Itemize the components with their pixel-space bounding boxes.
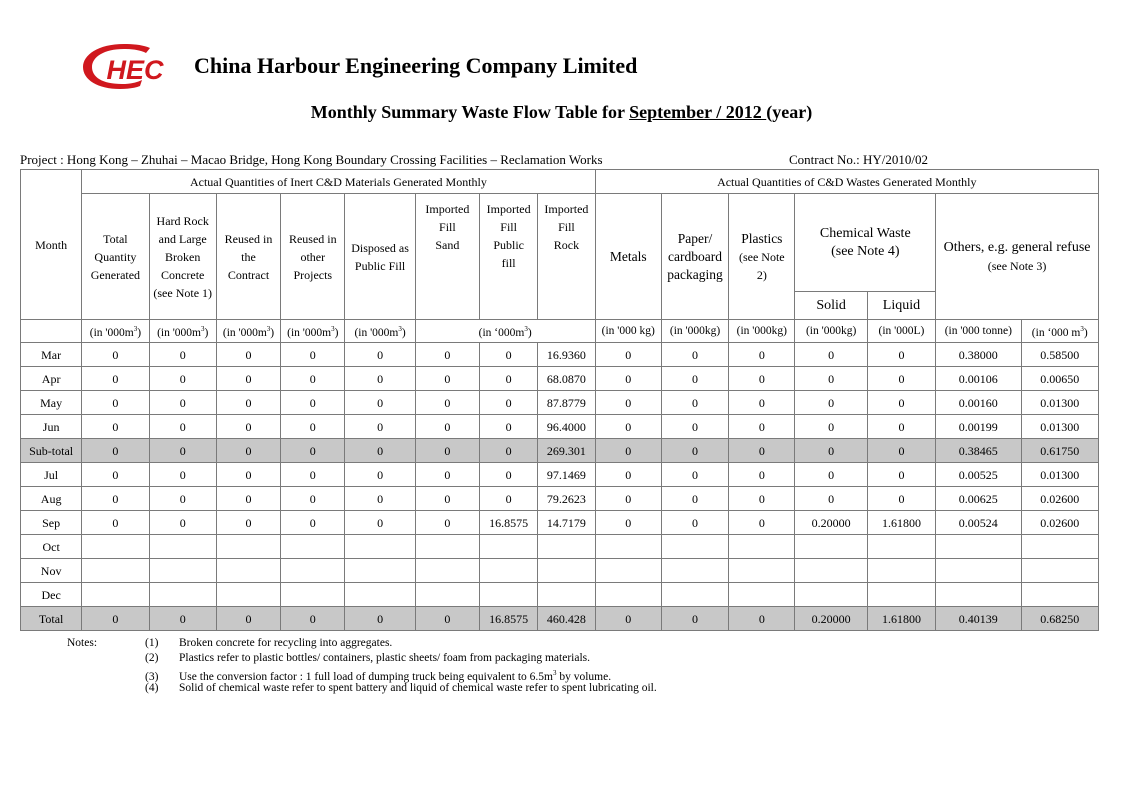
value-cell: 0.38465 — [936, 439, 1021, 463]
value-cell: 0.20000 — [795, 511, 867, 535]
value-cell: 0 — [795, 463, 867, 487]
value-cell — [795, 559, 867, 583]
value-cell — [480, 559, 538, 583]
month-cell: Jun — [21, 415, 82, 439]
value-cell: 0 — [82, 391, 149, 415]
table-row — [21, 343, 1099, 367]
table-row — [21, 583, 1099, 607]
col-metals: Metals — [595, 194, 661, 320]
month-cell: Nov — [21, 559, 82, 583]
value-cell: 0.40139 — [936, 607, 1021, 631]
value-cell: 0 — [82, 415, 149, 439]
table-row — [21, 463, 1099, 487]
value-cell: 0.00525 — [936, 463, 1021, 487]
value-cell: 0 — [281, 487, 345, 511]
value-cell — [1021, 559, 1099, 583]
notes-label: Notes: — [67, 637, 98, 649]
value-cell: 0 — [595, 343, 661, 367]
col-reused-contract: Reused in the Contract — [216, 194, 280, 320]
value-cell: 1.61800 — [867, 511, 935, 535]
value-cell — [729, 583, 795, 607]
value-cell: 0.38000 — [936, 343, 1021, 367]
unit-cell: (in ‘000 $m^3$) — [1021, 320, 1099, 343]
value-cell: 0 — [795, 415, 867, 439]
value-cell: 0 — [82, 487, 149, 511]
table-row — [21, 439, 1099, 463]
value-cell: 0 — [345, 607, 415, 631]
value-cell: 0 — [345, 367, 415, 391]
note-item: (4) Solid of chemical waste refer to spent battery and liquid of chemical waste refer to spent lubricating oil. — [145, 682, 657, 694]
month-cell: Sub-total — [21, 439, 82, 463]
value-cell: 0 — [216, 439, 280, 463]
waste-flow-table — [20, 169, 1099, 631]
value-cell — [661, 535, 728, 559]
value-cell: 0 — [661, 343, 728, 367]
value-cell: 0 — [82, 607, 149, 631]
value-cell — [345, 559, 415, 583]
value-cell: 0 — [415, 343, 479, 367]
value-cell: 0 — [149, 511, 216, 535]
value-cell: 68.0870 — [538, 367, 595, 391]
col-chemical-waste: Chemical Waste (see Note 4) — [795, 194, 936, 292]
value-cell: 0 — [661, 607, 728, 631]
col-imported-public-fill: Imported Fill Public fill — [480, 194, 538, 320]
col-chem-liquid: Liquid — [867, 292, 935, 320]
value-cell — [216, 559, 280, 583]
col-reused-other: Reused in other Projects — [281, 194, 345, 320]
col-others: Others, e.g. general refuse (see Note 3) — [936, 194, 1099, 320]
value-cell: 0.02600 — [1021, 511, 1099, 535]
value-cell: 0 — [729, 439, 795, 463]
value-cell: 14.7179 — [538, 511, 595, 535]
value-cell — [538, 583, 595, 607]
value-cell: 0.02600 — [1021, 487, 1099, 511]
value-cell: 0 — [345, 463, 415, 487]
value-cell: 0 — [345, 391, 415, 415]
value-cell — [795, 535, 867, 559]
value-cell: 0 — [729, 391, 795, 415]
value-cell: 0 — [867, 415, 935, 439]
col-chem-solid: Solid — [795, 292, 867, 320]
value-cell: 0.01300 — [1021, 463, 1099, 487]
value-cell: 0 — [82, 511, 149, 535]
value-cell: 0 — [661, 511, 728, 535]
value-cell: 0 — [216, 463, 280, 487]
value-cell — [867, 559, 935, 583]
col-imported-rock: Imported Fill Rock — [538, 194, 595, 320]
value-cell: 0 — [149, 415, 216, 439]
value-cell: 0 — [867, 439, 935, 463]
value-cell — [82, 535, 149, 559]
hec-logo — [80, 38, 186, 94]
value-cell: 0.00650 — [1021, 367, 1099, 391]
value-cell: 16.8575 — [480, 511, 538, 535]
value-cell: 460.428 — [538, 607, 595, 631]
value-cell: 0 — [345, 415, 415, 439]
value-cell: 0 — [345, 439, 415, 463]
col-plastics: Plastics (see Note 2) — [729, 194, 795, 320]
value-cell: 0 — [595, 391, 661, 415]
value-cell — [795, 583, 867, 607]
company-name: China Harbour Engineering Company Limited — [194, 53, 638, 78]
col-total-quantity: Total Quantity Generated — [82, 194, 149, 320]
value-cell: 16.9360 — [538, 343, 595, 367]
value-cell — [936, 535, 1021, 559]
month-cell: Mar — [21, 343, 82, 367]
value-cell: 0 — [149, 463, 216, 487]
value-cell: 269.301 — [538, 439, 595, 463]
value-cell: 0 — [82, 367, 149, 391]
value-cell: 0 — [149, 607, 216, 631]
unit-cell: (in '000L) — [867, 320, 935, 343]
value-cell — [480, 583, 538, 607]
value-cell: 0 — [415, 415, 479, 439]
month-cell: Sep — [21, 511, 82, 535]
page-title: Monthly Summary Waste Flow Table for September / 2012 (year) — [310, 102, 813, 122]
value-cell: 0 — [795, 439, 867, 463]
value-cell — [149, 535, 216, 559]
cd-group-header: Actual Quantities of C&D Wastes Generated Monthly — [595, 170, 1098, 194]
value-cell — [661, 583, 728, 607]
unit-cell: (in '000kg) — [661, 320, 728, 343]
value-cell: 0 — [867, 487, 935, 511]
value-cell — [661, 559, 728, 583]
value-cell: 0 — [415, 439, 479, 463]
note-item: (1) Broken concrete for recycling into aggregates. — [145, 637, 393, 649]
value-cell: 0 — [729, 415, 795, 439]
value-cell — [345, 535, 415, 559]
value-cell: 97.1469 — [538, 463, 595, 487]
unit-cell: (in '$000m^3$) — [281, 320, 345, 343]
value-cell — [936, 559, 1021, 583]
value-cell: 0 — [867, 391, 935, 415]
table-row — [21, 559, 1099, 583]
value-cell: 96.4000 — [538, 415, 595, 439]
value-cell: 0 — [867, 367, 935, 391]
unit-cell: (in '000kg) — [729, 320, 795, 343]
value-cell: 0 — [795, 367, 867, 391]
value-cell: 0 — [729, 487, 795, 511]
value-cell: 0 — [661, 463, 728, 487]
note-item: (2) Plastics refer to plastic bottles/ containers, plastic sheets/ foam from packaging materials. — [145, 652, 591, 664]
unit-cell: (in '000 kg) — [595, 320, 661, 343]
value-cell: 0 — [281, 343, 345, 367]
value-cell: 0 — [216, 415, 280, 439]
value-cell: 0 — [729, 463, 795, 487]
month-cell: Oct — [21, 535, 82, 559]
value-cell: 0 — [415, 367, 479, 391]
value-cell — [595, 535, 661, 559]
value-cell: 0 — [149, 439, 216, 463]
value-cell: 0.61750 — [1021, 439, 1099, 463]
value-cell: 0 — [795, 343, 867, 367]
inert-group-header: Actual Quantities of Inert C&D Materials Generated Monthly — [82, 170, 595, 194]
month-cell: Jul — [21, 463, 82, 487]
value-cell: 0 — [729, 343, 795, 367]
value-cell: 0 — [149, 343, 216, 367]
month-header: Month — [21, 170, 82, 320]
value-cell: 0 — [867, 343, 935, 367]
month-cell: May — [21, 391, 82, 415]
unit-cell: (in '000kg) — [795, 320, 867, 343]
value-cell — [480, 535, 538, 559]
month-cell: Dec — [21, 583, 82, 607]
value-cell — [82, 559, 149, 583]
table-row — [21, 367, 1099, 391]
value-cell — [1021, 535, 1099, 559]
value-cell: 0 — [867, 463, 935, 487]
value-cell: 0 — [480, 343, 538, 367]
contract-number: Contract No.: HY/2010/02 — [789, 152, 929, 167]
table-row — [21, 535, 1099, 559]
value-cell — [281, 559, 345, 583]
table-row — [21, 607, 1099, 631]
unit-cell: (in '000 tonne) — [936, 320, 1021, 343]
value-cell: 0.01300 — [1021, 415, 1099, 439]
value-cell: 0 — [595, 415, 661, 439]
value-cell: 0.01300 — [1021, 391, 1099, 415]
month-cell: Total — [21, 607, 82, 631]
value-cell: 0 — [595, 511, 661, 535]
units-row — [21, 320, 1099, 343]
unit-cell: (in '$000m^3$) — [82, 320, 149, 343]
value-cell: 0 — [281, 439, 345, 463]
value-cell: 79.2623 — [538, 487, 595, 511]
col-hard-rock: Hard Rock and Large Broken Concrete (see Note 1) — [149, 194, 216, 320]
value-cell — [281, 535, 345, 559]
value-cell — [415, 535, 479, 559]
value-cell — [149, 583, 216, 607]
value-cell: 0 — [661, 487, 728, 511]
value-cell: 0 — [661, 391, 728, 415]
value-cell: 0 — [415, 487, 479, 511]
letterhead — [80, 38, 637, 94]
value-cell — [216, 583, 280, 607]
value-cell — [595, 559, 661, 583]
value-cell: 0 — [480, 487, 538, 511]
value-cell: 0 — [149, 487, 216, 511]
value-cell: 0 — [795, 487, 867, 511]
value-cell: 0 — [149, 391, 216, 415]
value-cell: 0 — [216, 511, 280, 535]
value-cell: 0 — [415, 607, 479, 631]
value-cell: 0 — [281, 511, 345, 535]
value-cell: 0.20000 — [795, 607, 867, 631]
value-cell: 0 — [480, 391, 538, 415]
value-cell: 0 — [345, 343, 415, 367]
value-cell: 0 — [595, 487, 661, 511]
value-cell: 0 — [281, 463, 345, 487]
value-cell: 0.00524 — [936, 511, 1021, 535]
value-cell — [345, 583, 415, 607]
value-cell — [281, 583, 345, 607]
value-cell: 0 — [480, 367, 538, 391]
project-name: Project : Hong Kong – Zhuhai – Macao Bridge, Hong Kong Boundary Crossing Facilities – Reclamation Works — [20, 152, 603, 167]
value-cell: 0 — [595, 463, 661, 487]
value-cell: 0.00106 — [936, 367, 1021, 391]
value-cell: 0.00199 — [936, 415, 1021, 439]
value-cell: 0 — [216, 343, 280, 367]
value-cell: 0 — [595, 367, 661, 391]
value-cell: 0 — [345, 487, 415, 511]
value-cell: 0 — [82, 343, 149, 367]
unit-cell: (in '$000m^3$) — [149, 320, 216, 343]
value-cell: 0 — [82, 463, 149, 487]
value-cell — [82, 583, 149, 607]
value-cell: 0 — [480, 415, 538, 439]
value-cell — [415, 583, 479, 607]
note-item: (3) Use the conversion factor : 1 full load of dumping truck being equivalent to $6.5m^3$ by volume. — [145, 669, 612, 683]
value-cell: 0 — [216, 487, 280, 511]
value-cell: 0 — [415, 391, 479, 415]
unit-cell: (in ‘$000m^3$) — [415, 320, 595, 343]
value-cell: 0 — [281, 391, 345, 415]
value-cell: 87.8779 — [538, 391, 595, 415]
table-body — [21, 343, 1099, 631]
value-cell: 0 — [216, 367, 280, 391]
col-paper: Paper/ cardboard packaging — [661, 194, 728, 320]
value-cell: 0 — [595, 439, 661, 463]
value-cell: 0 — [281, 415, 345, 439]
col-disposed-public-fill: Disposed as Public Fill — [345, 194, 415, 320]
value-cell: 0 — [729, 367, 795, 391]
value-cell: 0 — [415, 463, 479, 487]
value-cell: 0.00625 — [936, 487, 1021, 511]
value-cell: 0.58500 — [1021, 343, 1099, 367]
unit-cell: (in '$000m^3$) — [216, 320, 280, 343]
value-cell — [729, 535, 795, 559]
value-cell: 0 — [661, 439, 728, 463]
value-cell: 0 — [480, 463, 538, 487]
value-cell: 0 — [661, 367, 728, 391]
value-cell: 0 — [281, 367, 345, 391]
value-cell — [538, 559, 595, 583]
unit-cell: (in '$000m^3$) — [345, 320, 415, 343]
value-cell: 0 — [729, 607, 795, 631]
value-cell: 0 — [415, 511, 479, 535]
table-row — [21, 391, 1099, 415]
value-cell: 0 — [729, 511, 795, 535]
value-cell: 0 — [216, 391, 280, 415]
value-cell: 0 — [216, 607, 280, 631]
svg-text:HEC: HEC — [106, 55, 164, 85]
value-cell: 0 — [345, 511, 415, 535]
value-cell — [595, 583, 661, 607]
value-cell: 0 — [795, 391, 867, 415]
value-cell: 0 — [661, 415, 728, 439]
col-imported-sand: Imported Fill Sand — [415, 194, 479, 320]
value-cell: 0 — [595, 607, 661, 631]
value-cell: 0.68250 — [1021, 607, 1099, 631]
value-cell: 0 — [480, 439, 538, 463]
value-cell — [538, 535, 595, 559]
value-cell — [1021, 583, 1099, 607]
value-cell: 0.00160 — [936, 391, 1021, 415]
value-cell — [867, 583, 935, 607]
value-cell — [867, 535, 935, 559]
value-cell: 0 — [281, 607, 345, 631]
month-cell: Aug — [21, 487, 82, 511]
value-cell — [415, 559, 479, 583]
month-cell: Apr — [21, 367, 82, 391]
value-cell: 0 — [82, 439, 149, 463]
value-cell: 0 — [149, 367, 216, 391]
value-cell — [936, 583, 1021, 607]
value-cell — [149, 559, 216, 583]
table-row — [21, 511, 1099, 535]
value-cell — [729, 559, 795, 583]
value-cell — [216, 535, 280, 559]
value-cell: 16.8575 — [480, 607, 538, 631]
table-row — [21, 415, 1099, 439]
table-row — [21, 487, 1099, 511]
value-cell: 1.61800 — [867, 607, 935, 631]
